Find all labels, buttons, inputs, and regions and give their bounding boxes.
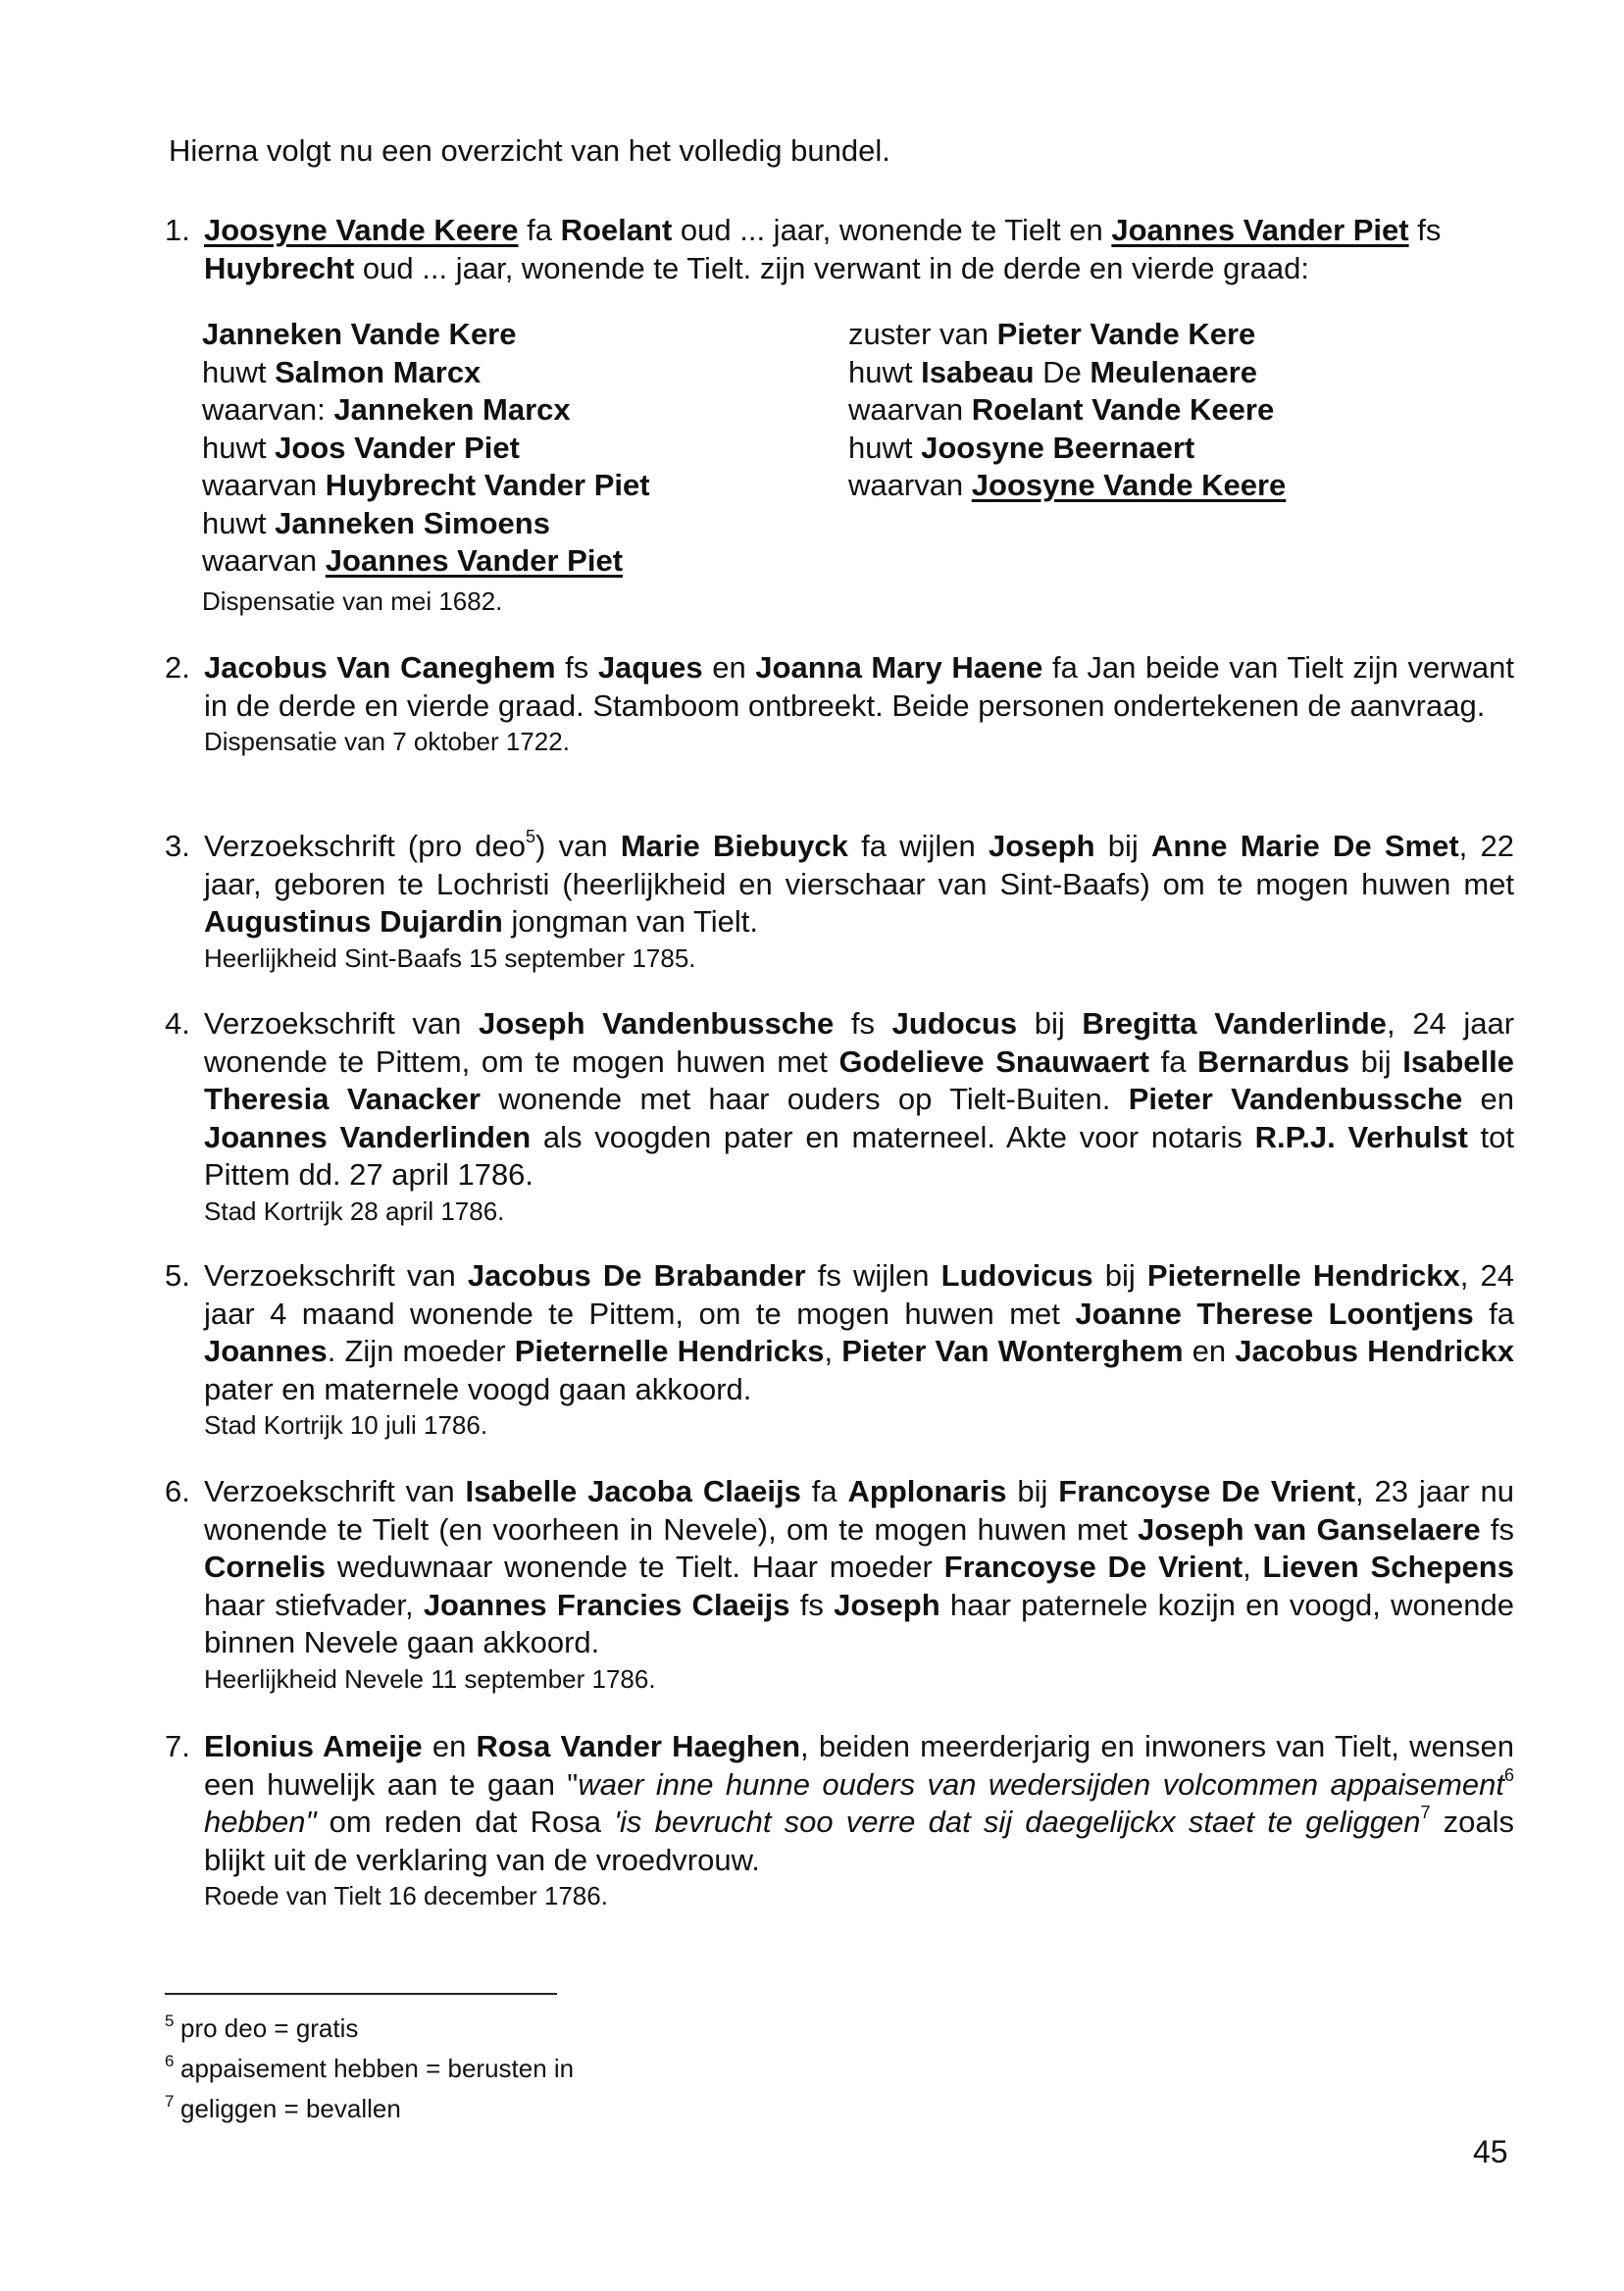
footnotes: [165, 2009, 574, 2129]
entry-note: Dispensatie van mei 1682.: [202, 586, 503, 616]
person-name: Joosyne Vande Keere: [204, 213, 519, 247]
entry-number: 5.: [165, 1258, 190, 1293]
entry-note: Dispensatie van 7 oktober 1722.: [204, 727, 570, 756]
footnote-number: 7: [165, 2092, 175, 2111]
footnote: 5 pro deo = gratis: [165, 2009, 574, 2049]
genealogy-line: Janneken Vande Kere: [202, 317, 517, 351]
entry-number: 7.: [165, 1729, 190, 1763]
entry-text: Verzoekschrift van Jacobus De Brabander fs wijlen Ludovicus bij Pieternelle Hendrickx, 24 jaar 4 maand wonende te Pittem, om te mogen huwen met Joanne Therese Loontjens fa Joannes. Zijn moeder Pieternelle Hendricks, Pieter Van Wonterghem en Jacobus Hendrickx pater en maternele voogd gaan akkoord.: [204, 1258, 1515, 1406]
entry-text: Joosyne Vande Keere fa Roelant oud ... jaar, wonende te Tielt en Joannes Vander Piet fs Huybrecht oud ... jaar, wonende te Tielt. zijn verwant in de derde en vierde graad:: [204, 213, 1442, 285]
entry-3: [165, 828, 1514, 975]
entry-1: [165, 212, 1514, 287]
footnote-number: 6: [165, 2052, 175, 2070]
entry-6: [165, 1473, 1514, 1696]
footnote: 6 appaisement hebben = berusten in: [165, 2049, 574, 2089]
entry-note: Roede van Tielt 16 december 1786.: [204, 1881, 608, 1910]
entry-note: Stad Kortrijk 10 juli 1786.: [204, 1410, 488, 1440]
entry-text: Jacobus Van Caneghem fs Jaques en Joanna Mary Haene fa Jan beide van Tielt zijn verwant in de derde en vierde graad. Stamboom ontbreekt. Beide personen ondertekenen de aanvraag.: [204, 650, 1514, 723]
footnote-divider: [165, 1993, 557, 1995]
genealogy-line: huwt Salmon Marcx: [202, 354, 482, 389]
genealogy-left-column: [202, 316, 650, 581]
entry-number: 3.: [165, 829, 190, 863]
genealogy-right-column: [848, 316, 1286, 505]
entry-note: Stad Kortrijk 28 april 1786.: [204, 1196, 505, 1226]
entry-text: Elonius Ameije en Rosa Vander Haeghen, beiden meerderjarig en inwoners van Tielt, wensen een huwelijk aan te gaan "waer inne hunne ouders van wedersijden volcommen appaisement$^6$ hebben" om reden dat Rosa 'is bevrucht soo verre dat sij daegelijckx staet te geliggen$^7$ zoals blijkt uit de verklaring van de vroedvrouw.: [204, 1729, 1515, 1877]
footnote-marker: 6: [1504, 1764, 1515, 1785]
genealogy-line: waarvan Joosyne Vande Keere: [848, 468, 1287, 502]
person-name: Roelant: [560, 213, 673, 247]
intro-text: Hierna volgt nu een overzicht van het volledig bundel.: [169, 133, 890, 168]
footnote: 7 geliggen = bevallen: [165, 2089, 574, 2129]
genealogy-line: waarvan: Janneken Marcx: [202, 392, 571, 427]
entry-number: 4.: [165, 1006, 190, 1041]
entry-note: Heerlijkheid Nevele 11 september 1786.: [204, 1663, 656, 1694]
entry-5: [165, 1257, 1514, 1442]
genealogy-line: waarvan Roelant Vande Keere: [848, 392, 1275, 427]
entry-note: Heerlijkheid Sint-Baafs 15 september 1785.: [204, 942, 696, 973]
person-name: Joannes Vander Piet: [1111, 213, 1409, 247]
genealogy-line: huwt Janneken Simoens: [202, 505, 550, 540]
entry-text: Verzoekschrift van Joseph Vandenbussche fs Judocus bij Bregitta Vanderlinde, 24 jaar wonende te Pittem, om te mogen huwen met Godelieve Snauwaert fa Bernardus bij Isabelle Theresia Vanacker wonende met haar ouders op Tielt-Buiten. Pieter Vandenbussche en Joannes Vanderlinden als voogden pater en materneel. Akte voor notaris R.P.J. Verhulst tot Pittem dd. 27 april 1786.: [204, 1006, 1515, 1192]
page-number: 45: [1473, 2134, 1508, 2169]
entry-text: Verzoekschrift (pro deo$^5$) van Marie Biebuyck fa wijlen Joseph bij Anne Marie De Smet, 22 jaar, geboren te Lochristi (heerlijkheid en vierschaar van Sint-Baafs) om te mogen huwen met Augustinus Dujardin jongman van Tielt.: [204, 827, 1514, 939]
genealogy-line: huwt Joosyne Beernaert: [848, 430, 1195, 465]
genealogy-line: huwt Joos Vander Piet: [202, 430, 520, 465]
footnote-marker: 5: [526, 827, 536, 846]
genealogy-line: zuster van Pieter Vande Kere: [848, 317, 1256, 351]
entry-7: [165, 1728, 1514, 1912]
entry-2: [165, 649, 1514, 758]
entry-4: [165, 1005, 1514, 1228]
genealogy-line: waarvan Huybrecht Vander Piet: [202, 468, 650, 502]
entry-text: Verzoekschrift van Isabelle Jacoba Claeijs fa Applonaris bij Francoyse De Vrient, 23 jaar nu wonende te Tielt (en voorheen in Nevele), om te mogen huwen met Joseph van Ganselaere fs Cornelis weduwnaar wonende te Tielt. Haar moeder Francoyse De Vrient, Lieven Schepens haar stiefvader, Joannes Francies Claeijs fs Joseph haar paternele kozijn en voogd, wonende binnen Nevele gaan akkoord.: [204, 1474, 1514, 1659]
entry-number: 1.: [165, 213, 190, 247]
genealogy-line: huwt Isabeau De Meulenaere: [848, 354, 1257, 389]
entry-number: 2.: [165, 650, 190, 685]
person-name: Huybrecht: [204, 250, 355, 285]
footnote-number: 5: [165, 2011, 175, 2030]
entry-number: 6.: [165, 1474, 190, 1508]
genealogy-line: waarvan Joannes Vander Piet: [202, 543, 624, 578]
footnote-marker: 7: [1420, 1803, 1431, 1822]
